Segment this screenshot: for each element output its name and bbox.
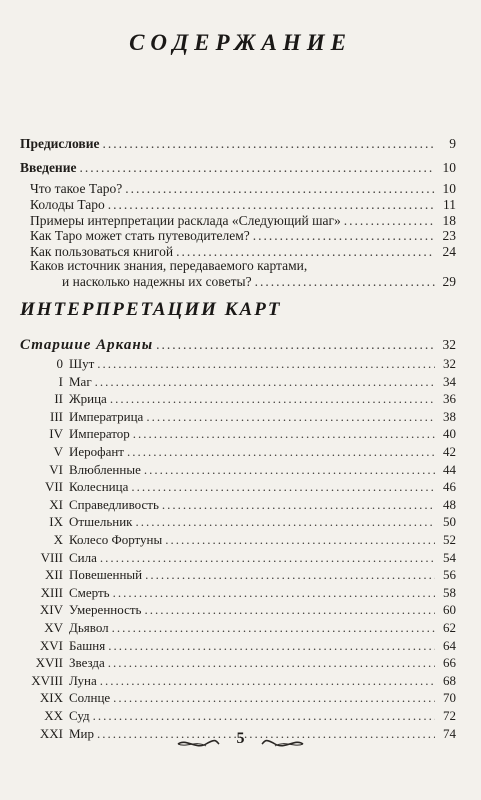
toc-entry-card[interactable] (20, 550, 456, 566)
toc-entry-card[interactable] (20, 602, 456, 618)
card-name: Дьявол (69, 620, 109, 635)
leader-dots (255, 274, 435, 290)
toc-entry-card[interactable] (20, 479, 456, 495)
toc-entry-label: и насколько надежны их советы? (62, 274, 252, 289)
toc-entry-major-arcana[interactable] (20, 337, 456, 353)
card-name: Повешенный (69, 567, 143, 582)
toc-entry-card[interactable] (20, 655, 456, 671)
card-name: Отшельник (69, 514, 133, 529)
card-number: VI (49, 462, 63, 477)
card-number: XIV (39, 602, 63, 617)
toc-entry-page: 44 (443, 462, 456, 477)
toc-entry-card[interactable] (20, 391, 456, 407)
leader-dots (79, 160, 435, 176)
card-name: Влюбленные (69, 462, 141, 477)
toc-entry-label: Примеры интерпретации расклада «Следующий шаг» (30, 213, 341, 228)
toc-entry[interactable] (20, 213, 456, 229)
leader-dots (144, 462, 435, 478)
leader-dots (125, 181, 435, 197)
card-number: I (58, 374, 63, 389)
card-number: VII (44, 479, 63, 494)
card-number: III (50, 409, 63, 424)
card-number: XIX (39, 690, 63, 705)
toc-entry-card[interactable] (20, 374, 456, 390)
toc-entry-label: Каков источник знания, передаваемого картами, (30, 258, 308, 273)
card-name: Смерть (69, 585, 110, 600)
toc-entry-card[interactable] (20, 690, 456, 706)
leader-dots (95, 374, 435, 390)
card-name: Жрица (69, 391, 107, 406)
toc-entry-label: Что такое Таро? (30, 181, 123, 196)
card-number: XIII (40, 585, 63, 600)
card-number: XVII (35, 655, 63, 670)
card-name: Император (69, 426, 130, 441)
card-name: Луна (69, 673, 97, 688)
page-title: СОДЕРЖАНИЕ (129, 30, 352, 55)
leader-dots (146, 409, 435, 425)
leader-dots (145, 567, 435, 583)
toc-entry-page: 42 (443, 444, 456, 459)
toc-entry-label: Как Таро может стать путеводителем? (30, 228, 250, 243)
card-number: XVIII (31, 673, 63, 688)
toc-entry-page: 46 (443, 479, 456, 494)
leader-dots (97, 356, 435, 372)
toc-entry-page: 48 (443, 497, 456, 512)
toc-entry-card[interactable] (20, 638, 456, 654)
toc-entry-page: 68 (443, 673, 456, 688)
toc-entry-page: 29 (442, 274, 456, 289)
leader-dots (102, 136, 435, 152)
card-name: Мир (69, 726, 95, 741)
toc-entry-page: 56 (443, 567, 456, 582)
card-number: X (53, 532, 63, 547)
leader-dots (344, 213, 435, 229)
toc-entry-label: Старшие Арканы (20, 337, 154, 353)
toc-entry[interactable] (20, 197, 456, 213)
leader-dots (113, 690, 435, 706)
card-name: Звезда (69, 655, 105, 670)
toc-entry-card[interactable] (20, 409, 456, 425)
card-name: Иерофант (69, 444, 124, 459)
card-name: Императрица (69, 409, 144, 424)
toc-entry-page: 74 (443, 726, 456, 741)
toc-entry-card[interactable] (20, 426, 456, 442)
leader-dots (144, 602, 435, 618)
leader-dots (112, 620, 435, 636)
toc-entry-page: 18 (442, 213, 456, 228)
section-heading: ИНТЕРПРЕТАЦИИ КАРТ (20, 299, 282, 320)
toc-entry-page: 52 (443, 532, 456, 547)
card-number: IX (49, 514, 63, 529)
toc-entry-page: 40 (443, 426, 456, 441)
toc-entry-page: 32 (442, 337, 456, 352)
card-name: Умеренность (69, 602, 142, 617)
leader-dots (156, 337, 435, 353)
toc-entry-card[interactable] (20, 444, 456, 460)
toc-entry-page: 11 (443, 197, 456, 212)
card-name: Суд (69, 708, 90, 723)
leader-dots (108, 197, 435, 213)
leader-dots (131, 479, 435, 495)
leader-dots (100, 550, 435, 566)
card-number: XXI (39, 726, 63, 741)
leader-dots (113, 585, 435, 601)
leader-dots (110, 391, 435, 407)
toc-entry-page: 34 (443, 374, 456, 389)
leader-dots (253, 228, 435, 244)
toc-entry-page: 9 (449, 136, 456, 151)
toc-entry-label: Введение (20, 160, 77, 175)
card-number: VIII (40, 550, 63, 565)
toc-entry-page: 32 (443, 356, 456, 371)
right-ornament-icon (261, 738, 305, 750)
toc-entry-source[interactable] (20, 258, 456, 289)
card-number: IV (49, 426, 63, 441)
card-name: Колесница (69, 479, 129, 494)
toc-entry-card[interactable] (20, 532, 456, 548)
toc-entry-page: 58 (443, 585, 456, 600)
card-name: Маг (69, 374, 92, 389)
toc-entry-introduction[interactable] (20, 160, 456, 176)
toc-entry-page: 72 (443, 708, 456, 723)
toc-entry-page: 50 (443, 514, 456, 529)
card-name: Шут (69, 356, 95, 371)
leader-dots (93, 708, 435, 724)
leader-dots (165, 532, 435, 548)
card-number: V (53, 444, 63, 459)
toc-entry-page: 64 (443, 638, 456, 653)
leader-dots (133, 426, 435, 442)
toc-entry-page: 23 (442, 228, 456, 243)
leader-dots (100, 673, 435, 689)
card-number: 0 (56, 356, 63, 371)
toc-entry-card[interactable] (20, 620, 456, 636)
toc-entry-label: Как пользоваться книгой (30, 244, 174, 259)
card-name: Башня (69, 638, 106, 653)
card-name: Колесо Фортуны (69, 532, 163, 547)
leader-dots (127, 444, 435, 460)
toc-entry-page: 60 (443, 602, 456, 617)
toc-entry-card[interactable] (20, 356, 456, 372)
toc-entry-page: 62 (443, 620, 456, 635)
card-number: XX (44, 708, 63, 723)
toc-entry-page: 10 (442, 160, 456, 175)
toc-entry[interactable] (20, 228, 456, 244)
card-number: II (54, 391, 63, 406)
card-number: XI (49, 497, 63, 512)
leader-dots (108, 638, 435, 654)
leader-dots (108, 655, 435, 671)
toc-entry-card[interactable] (20, 462, 456, 478)
toc-entry-card[interactable] (20, 585, 456, 601)
card-number: XII (44, 567, 63, 582)
toc-entry-preface[interactable] (20, 136, 456, 152)
toc-entry-card[interactable] (20, 514, 456, 530)
toc-entry-page: 10 (442, 181, 456, 196)
toc-entry-page: 70 (443, 690, 456, 705)
page-number: 5 (236, 730, 245, 747)
leader-dots (136, 514, 436, 530)
card-number: XVI (39, 638, 63, 653)
toc-entry-label: Колоды Таро (30, 197, 105, 212)
toc-entry-page: 36 (443, 391, 456, 406)
card-name: Сила (69, 550, 97, 565)
toc-entry-label: Предисловие (20, 136, 100, 151)
card-name: Солнце (69, 690, 111, 705)
toc-entry[interactable] (20, 181, 456, 197)
leader-dots (162, 497, 435, 513)
toc-entry-card[interactable] (20, 497, 456, 513)
toc-entry-page: 54 (443, 550, 456, 565)
toc-entry-card[interactable] (20, 673, 456, 689)
toc-entry-page: 38 (443, 409, 456, 424)
toc-entry-card[interactable] (20, 708, 456, 724)
toc-entry-card[interactable] (20, 567, 456, 583)
card-number: XV (44, 620, 63, 635)
toc-entry-page: 66 (443, 655, 456, 670)
card-name: Справедливость (69, 497, 159, 512)
toc-entry-page: 24 (442, 244, 456, 259)
